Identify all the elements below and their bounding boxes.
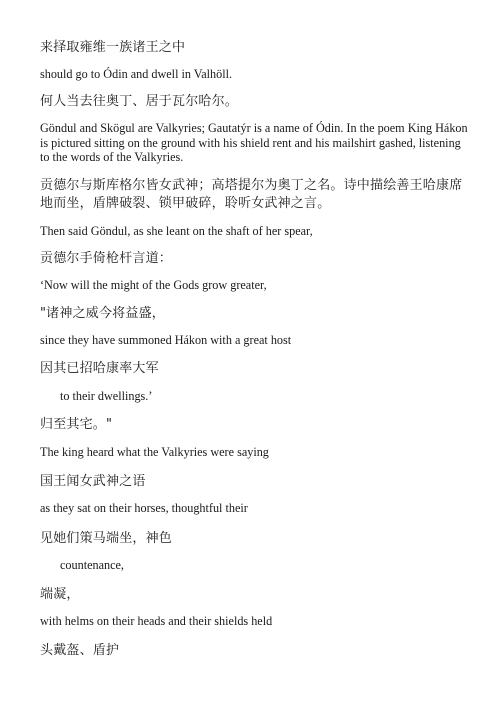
text-paragraph: 贡德尔与斯库格尔皆女武神；高塔提尔为奥丁之名。诗中描绘善王哈康席地而坐，盾牌破裂、锁甲破碎，聆听女武神之言。 xyxy=(40,178,463,211)
text-line: 国王闻女武神之语 xyxy=(40,474,146,489)
text-line: The king heard what the Valkyries were saying xyxy=(40,445,269,459)
text-line: 来择取雍维一族诸王之中 xyxy=(40,40,186,55)
text-line: 因其已招哈康率大军 xyxy=(40,361,159,376)
text-paragraph: Göndul and Skögul are Valkyries; Gautatýr is a name of Ódin. In the poem King Hákon is pictured sitting on the ground with his shield rent and his mailshirt gashed, listening to the words of the Valkyries. xyxy=(40,121,468,164)
text-line: 头戴盔、盾护 xyxy=(40,643,120,658)
text-line: "诸神之威今将益盛， xyxy=(40,306,165,321)
text-line: 何人当去往奥丁、居于瓦尔哈尔。 xyxy=(40,94,239,109)
text-line: to their dwellings.’ xyxy=(60,389,153,403)
text-line: 端凝， xyxy=(40,587,80,602)
text-line: as they sat on their horses, thoughtful their xyxy=(40,501,248,515)
text-line: 见她们策马端坐，神色 xyxy=(40,531,173,546)
text-line: should go to Ódin and dwell in Valhöll. xyxy=(40,67,233,81)
text-line: ‘Now will the might of the Gods grow greater, xyxy=(40,278,267,292)
text-line: 归至其宅。" xyxy=(40,417,113,432)
text-line: 贡德尔手倚枪杆言道： xyxy=(40,251,173,266)
text-line: with helms on their heads and their shields held xyxy=(40,614,273,628)
text-line: Then said Göndul, as she leant on the shaft of her spear, xyxy=(40,224,313,238)
text-line: countenance, xyxy=(60,558,124,572)
text-line: since they have summoned Hákon with a great host xyxy=(40,333,292,347)
